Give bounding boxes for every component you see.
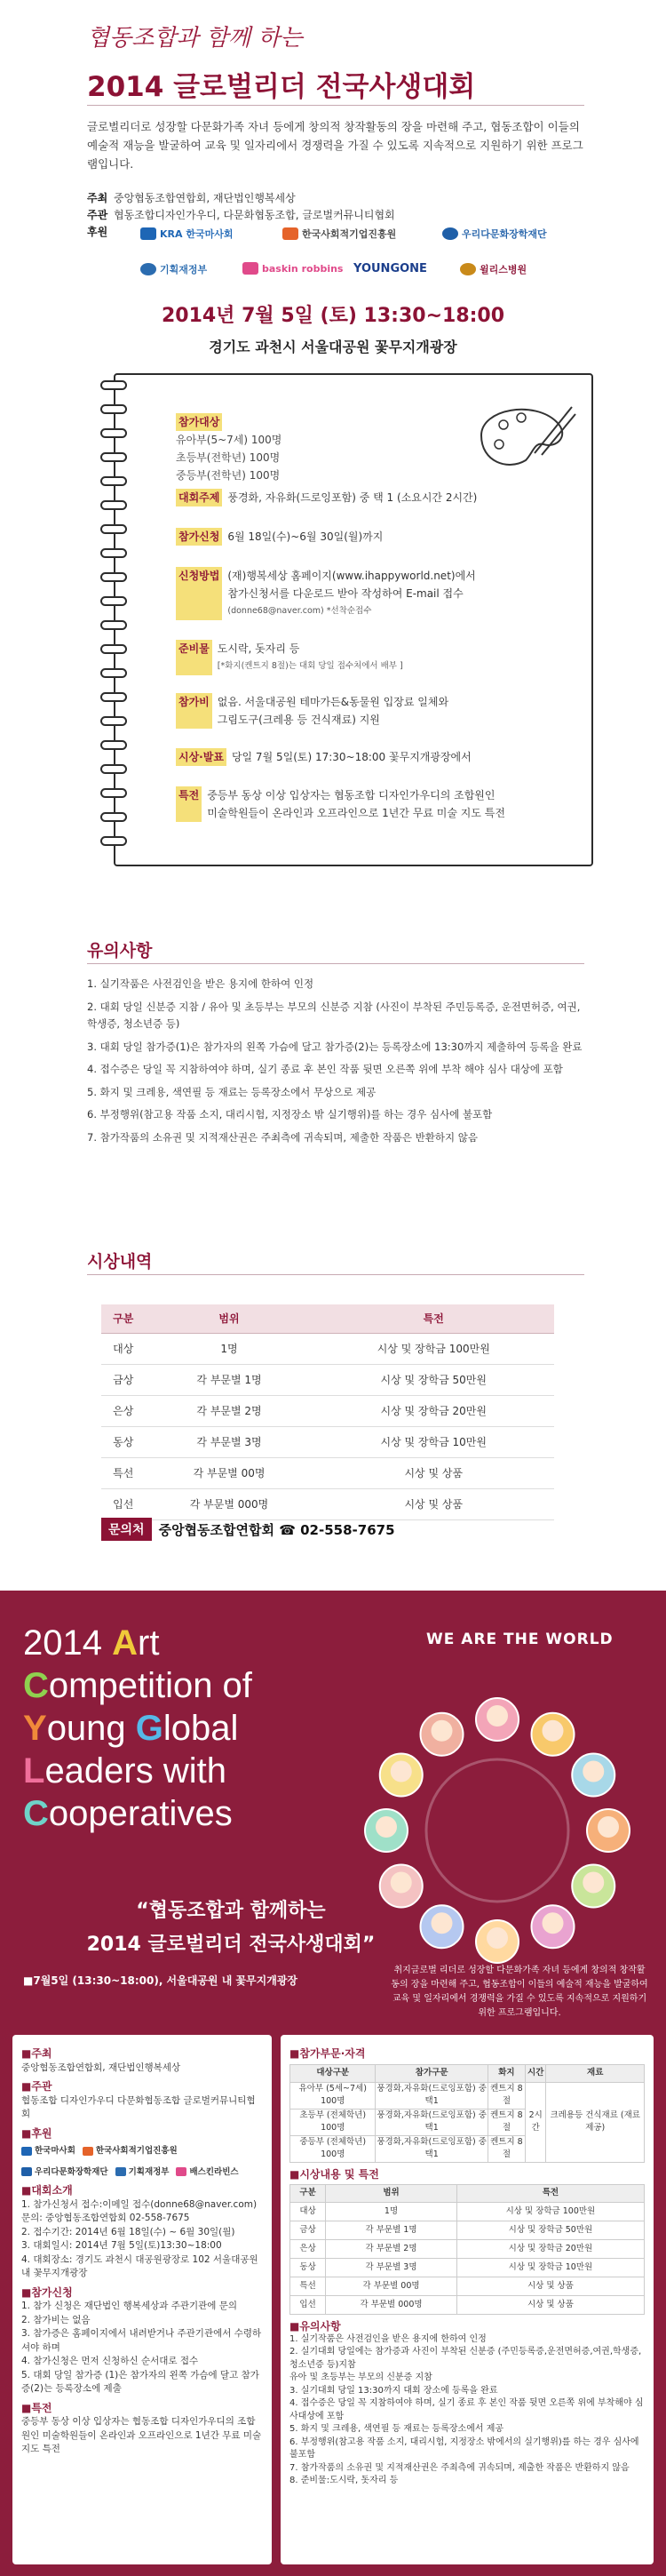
list-item: 1. 실기작품은 사전검인을 받은 용지에 한하여 인정 (87, 977, 314, 990)
ring-icon (100, 572, 127, 582)
table-row: 특선 각 부문별 00명 시상 및 상품 (290, 2277, 645, 2296)
divider (87, 1274, 584, 1275)
table-row: 금상 각 부문별 1명 시상 및 장학금 50만원 (290, 2221, 645, 2240)
ring-icon (100, 764, 127, 774)
table-row: 금상 각 부문별 1명 시상 및 장학금 50만원 (101, 1364, 554, 1395)
poster-intro: 취지글로벌 리더로 성장할 다문화가족 자녀 등에게 창의적 창작활동의 장을 마련해 주고, 협동조합이 이들의 예술적 재능을 발굴하여 교육 및 일자리에서 경쟁력을 가질 수 있도록 지속적으로 지원하기 위한 프로그램입니다. (391, 1966, 648, 2018)
list-item: 3. 대회 당일 참가증(1)은 참가자의 왼쪽 가슴에 달고 참가증(2)는 등록장소에 13:30까지 제출하여 등록을 완료 (87, 1040, 583, 1053)
event-place: 경기도 과천시 서울대공원 꽃무지개광장 (209, 339, 457, 355)
sponsor-logo: YOUNGONE (353, 262, 427, 275)
notebook-item: 대회주제 풍경화, 자유화(드로잉포함) 중 택 1 (소요시간 2시간) (176, 489, 477, 506)
logo-icon (83, 2147, 93, 2156)
child-figure-icon (532, 1905, 575, 1948)
ring-icon (100, 836, 127, 846)
center-ring (426, 1759, 568, 1902)
table-row: 유아부 (5세~7세) 100명 풍경화,자유화(드로잉포함) 중 택1 켄트지 8절 2시간 크레용등 건식재료 (재료제공) (290, 2082, 645, 2109)
intro-text: 글로벌리더로 성장할 다문화가족 자녀 등에게 창의적 창작활동의 장을 마련해 주고, 협동조합이 이들의 예술적 재능을 발굴하여 교육 및 일자리에서 경쟁력을 가질 수 있도록 지속적으로 지원하기 위한 프로그램입니다. (87, 120, 583, 171)
table-row: 동상 각 부문별 3명 시상 및 장학금 10만원 (290, 2259, 645, 2277)
host-row: 주최 중앙협동조합연합회, 재단법인행복세상 (87, 192, 296, 204)
sponsor-logo: 윌리스병원 (460, 262, 527, 276)
poster-support-logos: 한국마사회 한국사회적기업진흥원 우리다문화장학재단 기획재정부 배스킨라빈스 (21, 2144, 263, 2179)
page-title: 2014 글로벌리더 전국사생대회 (87, 71, 476, 103)
table-row: 입선 각 부문별 000명 시상 및 상품 (101, 1488, 554, 1519)
ring-icon (100, 668, 127, 678)
notebook-rings (100, 380, 129, 860)
child-figure-icon (365, 1809, 408, 1852)
contact-info (101, 1518, 395, 1541)
table-row: 입선 각 부문별 000명 시상 및 상품 (290, 2296, 645, 2315)
sponsor-logo: 우리다문화장학재단 (442, 227, 547, 241)
ring-icon (100, 524, 127, 534)
ring-icon (100, 740, 127, 750)
sponsor-logos (114, 227, 593, 289)
child-figure-icon (421, 1713, 464, 1756)
table-header-row: 구분 범위 특전 (101, 1304, 554, 1333)
list-item: 2. 대회 당일 신분증 지참 / 유아 및 초등부는 부모의 신분증 지참 (사진이 부착된 주민등록증, 운전면허증, 여권, 학생증, 청소년증 등) (87, 1000, 581, 1030)
ring-icon (100, 716, 127, 726)
table-row: 은상 각 부문별 2명 시상 및 장학금 20만원 (290, 2240, 645, 2259)
sponsor-logo: 한국사회적기업진흥원 (282, 227, 396, 241)
list-item: 5. 화지 및 크레용, 색연필 등 재료는 등록장소에서 무상으로 제공 (87, 1085, 377, 1098)
child-figure-icon (421, 1905, 464, 1948)
ring-icon (100, 692, 127, 702)
sponsor-logo: 기획재정부 (140, 262, 207, 276)
ring-icon (100, 644, 127, 654)
ring-icon (100, 452, 127, 462)
awards-title: 시상내역 (87, 1252, 153, 1272)
poster-left-panel: ■주최 중앙협동조합연합회, 재단법인행복세상 ■주관 협동조합 디자인가우디 다문화협동조합 글로벌커뮤니티협회 ■후원 한국마사회 한국사회적기업진흥원 우리다문화장학재단 기획재정부 배스킨라빈스 ■대회소개 1. 참가신청서 접수:이메일 접수(donne68@naver.com) 문의: 중앙협동조합연합회 02-558-7675 2. 접수기간: 2014년 6월 18일(수) ~ 6월 30일(월) 3. 대회일시: 2014년 7월 5일(토)13:30~18:00 4. 대회장소: 경기도 과천시 대공원광장로 102 서울대공원 내 꽃무지개광장 ■참가신청 1. 참가 신청은 재단법인 행복세상과 주관기관에 문의 2. 참가비는 없음 3. 참가증은 홈페이지에서 내려받거나 주관기관에서 수령하셔야 하며 4. 참가신청은 먼저 신청하신 순서대로 접수 5. 대회 당일 참가증 (1)은 참가자의 왼쪽 가슴에 달고 참가증(2)는 등록장소에 제출 ■특전 중등부 동상 이상 입상자는 협동조합 디자인가우디의 조합원인 미술학원들이 온라인과 오프라인으로 1년간 무료 미술 지도 특전 (12, 2035, 272, 2564)
poster-title: 2014 Art Competition of Young Global Leaders with Cooperatives (23, 1623, 252, 1833)
we-are-the-world: WE ARE THE WORLD (426, 1631, 614, 1648)
poster-awards-table: 구분 범위 특전 대상 1명 시상 및 장학금 100만원 금상 각 부문별 1명 시상 및 장학금 50만원 은상 각 부문별 2명 시상 및 장학금 20만원 동상 각 부문별 3명 시상 및 장학금 10만원 특선 각 부문별 00명 시상 및 상품 입선 각 부문별 000명 시상 및 상품 (289, 2184, 645, 2315)
ring-icon (100, 788, 127, 798)
table-row: 은상 각 부문별 2명 시상 및 장학금 20만원 (101, 1395, 554, 1426)
contact-value: 중앙협동조합연합회 ☎ 02-558-7675 (158, 1521, 395, 1538)
ring-icon (100, 380, 127, 390)
scholarship-logo-icon (442, 227, 458, 240)
child-figure-icon (587, 1809, 630, 1852)
child-figure-icon (380, 1754, 423, 1797)
logo-icon (21, 2147, 32, 2156)
logo-icon (115, 2167, 126, 2176)
child-figure-icon (476, 1698, 519, 1741)
organizer-row: 주관 협동조합디자인가우디, 다문화협동조합, 글로벌커뮤니티협회 (87, 209, 395, 221)
kosea-logo-icon (282, 227, 298, 240)
ring-icon (100, 404, 127, 414)
ring-icon (100, 620, 127, 630)
poster-date-place: ■7월5일 (13:30~18:00), 서울대공원 내 꽃무지개광장 (23, 1974, 298, 1987)
ministry-logo-icon (140, 263, 156, 275)
tagline: 협동조합과 함께 하는 (87, 25, 303, 52)
ring-icon (100, 812, 127, 822)
ring-icon (100, 500, 127, 510)
baskin-logo-icon (242, 262, 258, 275)
notebook-item: 참가대상 유아부(5~7세) 100명 초등부(전학년) 100명 중등부(전학년) 100명 (176, 413, 281, 484)
notebook-item: 특전 중등부 동상 이상 입상자는 협동조합 디자인가우디의 조합원인 미술학원들이 온라인과 오프라인으로 1년간 무료 미술 지도 특전 (176, 786, 505, 822)
divider (87, 105, 584, 106)
child-figure-icon (572, 1754, 614, 1797)
ring-icon (100, 548, 127, 558)
table-row: 특선 각 부문별 00명 시상 및 상품 (101, 1457, 554, 1488)
table-row: 중등부 (전체학년) 100명 풍경화,자유화(드로잉포함) 중 택1 켄트지 8절 (290, 2135, 645, 2162)
kra-logo-icon (140, 227, 156, 240)
notebook-item: 신청방법 (재)행복세상 홈페이지(www.ihappyworld.net)에서 참가신청서를 다운로드 받아 작성하여 E-mail 접수 (donne68@naver.com) *선착순접수 (176, 567, 476, 620)
ring-icon (100, 428, 127, 438)
participation-table: 대상구분 참가구문 화지 시간 재료 유아부 (5세~7세) 100명 풍경화,자유화(드로잉포함) 중 택1 켄트지 8절 2시간 크레용등 건식재료 (재료제공) 초등부 (전체학년) 100명 풍경화,자유화(드로잉포함) 중 택1 켄트지 8절 중등부 (전체학년) 100명 풍경화,자유화(드로잉포함) 중 택1 켄트지 8절 (289, 2064, 645, 2163)
list-item: 4. 접수증은 당일 꼭 지참하여야 하며, 실기 종료 후 본인 작품 뒷면 오른쪽 위에 부착 해야 심사 대상에 포함 (87, 1063, 563, 1075)
notes-list (87, 976, 584, 1152)
child-figure-icon (572, 1865, 614, 1908)
sponsor-row: 후원 (87, 226, 108, 238)
notes-title: 유의사항 (87, 941, 153, 961)
poster-subtitle: “협동조합과 함께하는 2014 글로벌리더 전국사생대회” (86, 1900, 376, 1956)
table-row: 대상 1명 시상 및 장학금 100만원 (290, 2203, 645, 2221)
palette-icon (472, 400, 577, 469)
notebook-item: 시상·발표 당일 7월 5일(토) 17:30~18:00 꽃무지개광장에서 (176, 748, 472, 766)
list-item: 7. 참가작품의 소유권 및 지적재산권은 주최측에 귀속되며, 제출한 작품은 반환하지 않음 (87, 1130, 478, 1144)
list-item: 6. 부정행위(참고용 작품 소지, 대리시험, 지정장소 밖 실기행위)를 하는 경우 심사에 불포함 (87, 1108, 493, 1121)
table-row: 초등부 (전체학년) 100명 풍경화,자유화(드로잉포함) 중 택1 켄트지 8절 (290, 2109, 645, 2135)
table-row: 동상 각 부문별 3명 시상 및 장학금 10만원 (101, 1426, 554, 1457)
awards-table (101, 1304, 554, 1520)
child-figure-icon (476, 1920, 519, 1963)
notebook-item: 참가비 없음. 서울대공원 테마가든&동물원 입장료 일체와 그림도구(크레용 등 건식재료) 지원 (176, 693, 448, 729)
sponsor-logo: KRA 한국마사회 (140, 227, 233, 241)
logo-icon (176, 2167, 186, 2176)
ring-icon (100, 476, 127, 486)
sponsor-logo: baskin robbins (242, 262, 343, 275)
table-row: 대상 1명 시상 및 장학금 100만원 (101, 1333, 554, 1364)
notebook-item: 준비물 도시락, 돗자리 등 [*화지(켄트지 8절)는 대회 당일 접수처에서 배부 ] (176, 640, 403, 675)
ring-icon (100, 596, 127, 606)
hospital-logo-icon (460, 263, 476, 275)
divider (87, 963, 584, 964)
contact-label: 문의처 (101, 1518, 152, 1541)
child-figure-icon (532, 1713, 575, 1756)
poster-right-panel: ■참가부문·자격 대상구분 참가구문 화지 시간 재료 유아부 (5세~7세) 100명 풍경화,자유화(드로잉포함) 중 택1 켄트지 8절 2시간 크레용등 건식재료 (재료제공) 초등부 (전체학년) 100명 풍경화,자유화(드로잉포함) 중 택1 켄트지 8절 중등부 (전체학년) 100명 풍경화,자유화(드로잉포함) 중 택1 켄트지 8절 ■시상내용 및 특전 구분 범위 특전 대상 1명 시상 및 장학금 100만원 금상 각 부문별 1명 시상 및 장학금 50만원 은상 각 부문별 2명 시상 및 장학금 20만원 동상 각 부문별 3명 시상 및 장학금 10만원 특선 각 부문별 00명 시상 및 상품 입선 각 부문별 000명 시상 및 상품 ■유의사항 1. 실기작품은 사전검인을 받은 용지에 한하여 인정 2. 실기대회 당일에는 참가증과 사진이 부착된 신분증 (주민등록증,운전면허증,여권,학생증,청소년증 등)지참 유아 및 초등부는 부모의 신분증 지참 3. 실기대회 당일 13:30까지 대회 장소에 등록을 완료 4. 접수증은 당일 꼭 지참하여야 하며, 실기 종료 후 본인 작품 뒷면 오른쪽 위에 부착해야 심사대상에 포함 5. 화지 및 크레용, 색연필 등 재료는 등록장소에서 제공 6. 부정행위(참고용 작품 소지, 대리시험, 지정장소 밖에서의 실기행위)를 하는 경우 심사에 불포함 7. 참가작품의 소유권 및 지적재산권은 주최측에 귀속되며, 제출한 작품은 반환하지 않음 8. 준비물:도시락, 돗자리 등 (281, 2035, 654, 2564)
poster (0, 1591, 666, 2576)
event-header (0, 0, 666, 889)
logo-icon (21, 2167, 32, 2176)
event-date: 2014년 7월 5일 (토) 13:30~18:00 (161, 305, 505, 327)
notebook-item: 참가신청 6월 18일(수)~6월 30일(월)까지 (176, 528, 383, 546)
